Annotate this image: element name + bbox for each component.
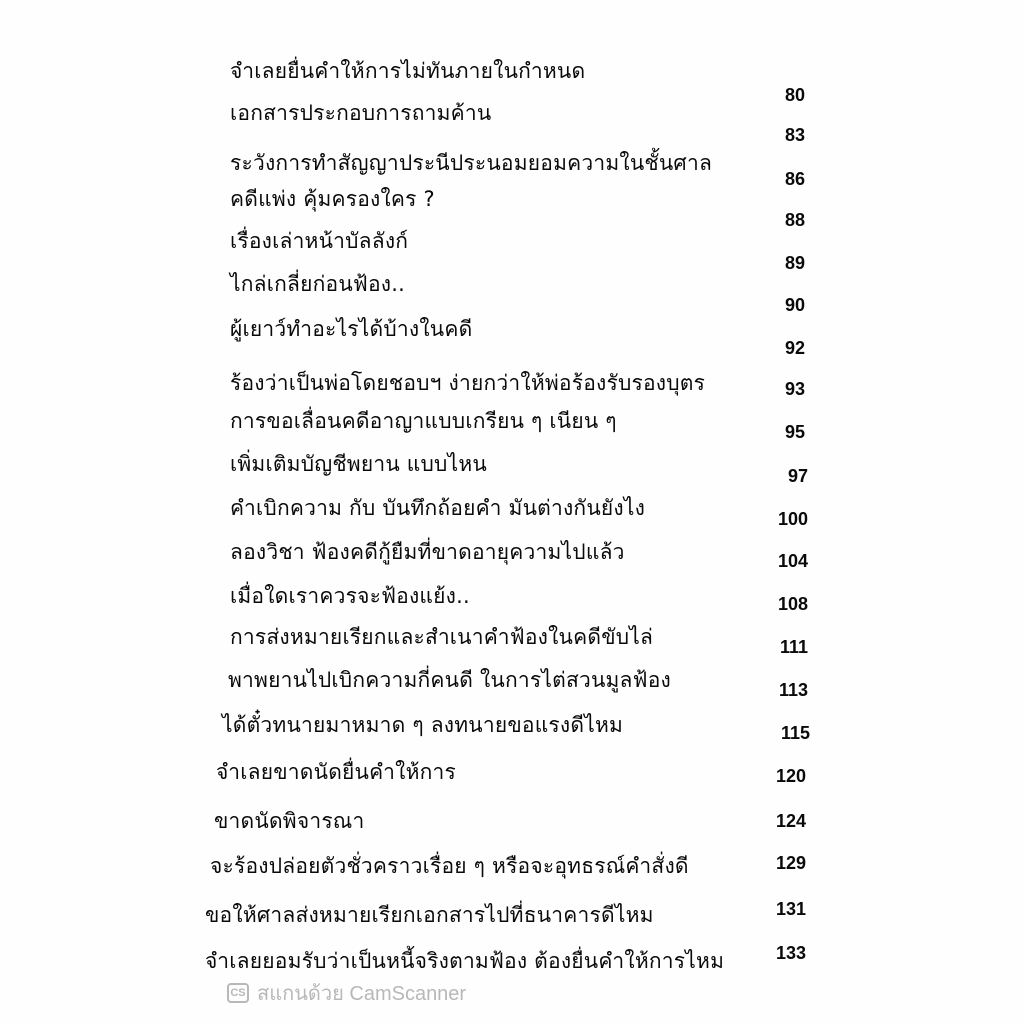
toc-entry-page-number: 120 — [775, 766, 806, 786]
toc-entry-page-number: 86 — [784, 169, 805, 189]
toc-entry-page-number: 111 — [779, 637, 808, 657]
camscanner-watermark — [227, 977, 466, 1009]
toc-entry-title: ระวังการทำสัญญาประนีประนอมยอมความในชั้นศาล — [230, 151, 713, 175]
toc-entry-page-number: 113 — [778, 680, 808, 700]
toc-entry-title: ขาดนัดพิจารณา — [214, 809, 365, 833]
toc-entry-title: การส่งหมายเรียกและสำเนาคำฟ้องในคดีขับไล่ — [230, 625, 654, 649]
toc-entry-page-number: 89 — [784, 253, 805, 273]
toc-entry-page-number: 124 — [775, 811, 806, 831]
toc-entry-title: ได้ตั๋วทนายมาหมาด ๆ ลงทนายขอแรงดีไหม — [222, 713, 624, 737]
toc-entry-page-number: 93 — [784, 379, 805, 399]
toc-entry-title: จะร้องปล่อยตัวชั่วคราวเรื่อย ๆ หรือจะอุทธรณ์คำสั่งดี — [210, 854, 689, 878]
toc-entry-page-number: 83 — [784, 125, 805, 145]
toc-entry-page-number: 133 — [775, 943, 806, 963]
toc-entry-page-number: 97 — [787, 466, 808, 486]
toc-entry-title: ร้องว่าเป็นพ่อโดยชอบฯ ง่ายกว่าให้พ่อร้องรับรองบุตร — [230, 371, 706, 395]
toc-entry-page-number: 95 — [784, 422, 805, 442]
toc-entry-page-number: 108 — [777, 594, 808, 614]
toc-entry-title: ไกล่เกลี่ยก่อนฟ้อง.. — [230, 272, 405, 296]
toc-entry-title: คดีแพ่ง คุ้มครองใคร ? — [230, 187, 435, 211]
toc-entry-page-number: 104 — [777, 551, 808, 571]
toc-entry-page-number: 115 — [780, 723, 810, 743]
toc-entry-title: เอกสารประกอบการถามค้าน — [230, 101, 492, 125]
toc-entry-title: เมื่อใดเราควรจะฟ้องแย้ง.. — [230, 584, 470, 608]
toc-entry-page-number: 80 — [784, 85, 805, 105]
toc-entry-title: จำเลยยอมรับว่าเป็นหนี้จริงตามฟ้อง ต้องยื่นคำให้การไหม — [205, 949, 725, 973]
toc-entry-title: เพิ่มเติมบัญชีพยาน แบบไหน — [230, 452, 487, 476]
toc-entry-page-number: 131 — [775, 899, 806, 919]
toc-entry-title: ลองวิชา ฟ้องคดีกู้ยืมที่ขาดอายุความไปแล้ว — [230, 540, 625, 564]
toc-entry-page-number: 92 — [784, 338, 805, 358]
toc-entry-title: จำเลยขาดนัดยื่นคำให้การ — [216, 760, 457, 784]
toc-entry-title: ขอให้ศาลส่งหมายเรียกเอกสารไปที่ธนาคารดีไหม — [205, 903, 654, 927]
toc-entry-title: คำเบิกความ กับ บันทึกถ้อยคำ มันต่างกันยังไง — [230, 496, 646, 520]
toc-entry-page-number: 88 — [784, 210, 805, 230]
toc-entry-title: จำเลยยื่นคำให้การไม่ทันภายในกำหนด — [230, 59, 586, 83]
toc-entry-page-number: 100 — [777, 509, 808, 529]
watermark-text: สแกนด้วย CamScanner — [257, 983, 467, 1005]
toc-entry-page-number: 129 — [775, 853, 806, 873]
toc-entry-title: พาพยานไปเบิกความกี่คนดี ในการไต่สวนมูลฟ้อง — [228, 668, 671, 692]
toc-entry-title: การขอเลื่อนคดีอาญาแบบเกรียน ๆ เนียน ๆ — [230, 409, 617, 433]
toc-entry-title: เรื่องเล่าหน้าบัลลังก์ — [230, 229, 409, 253]
camscanner-logo-icon: CS — [227, 983, 249, 1003]
toc-entry-page-number: 90 — [784, 295, 805, 315]
toc-entry-title: ผู้เยาว์ทำอะไรได้บ้างในคดี — [230, 317, 473, 341]
